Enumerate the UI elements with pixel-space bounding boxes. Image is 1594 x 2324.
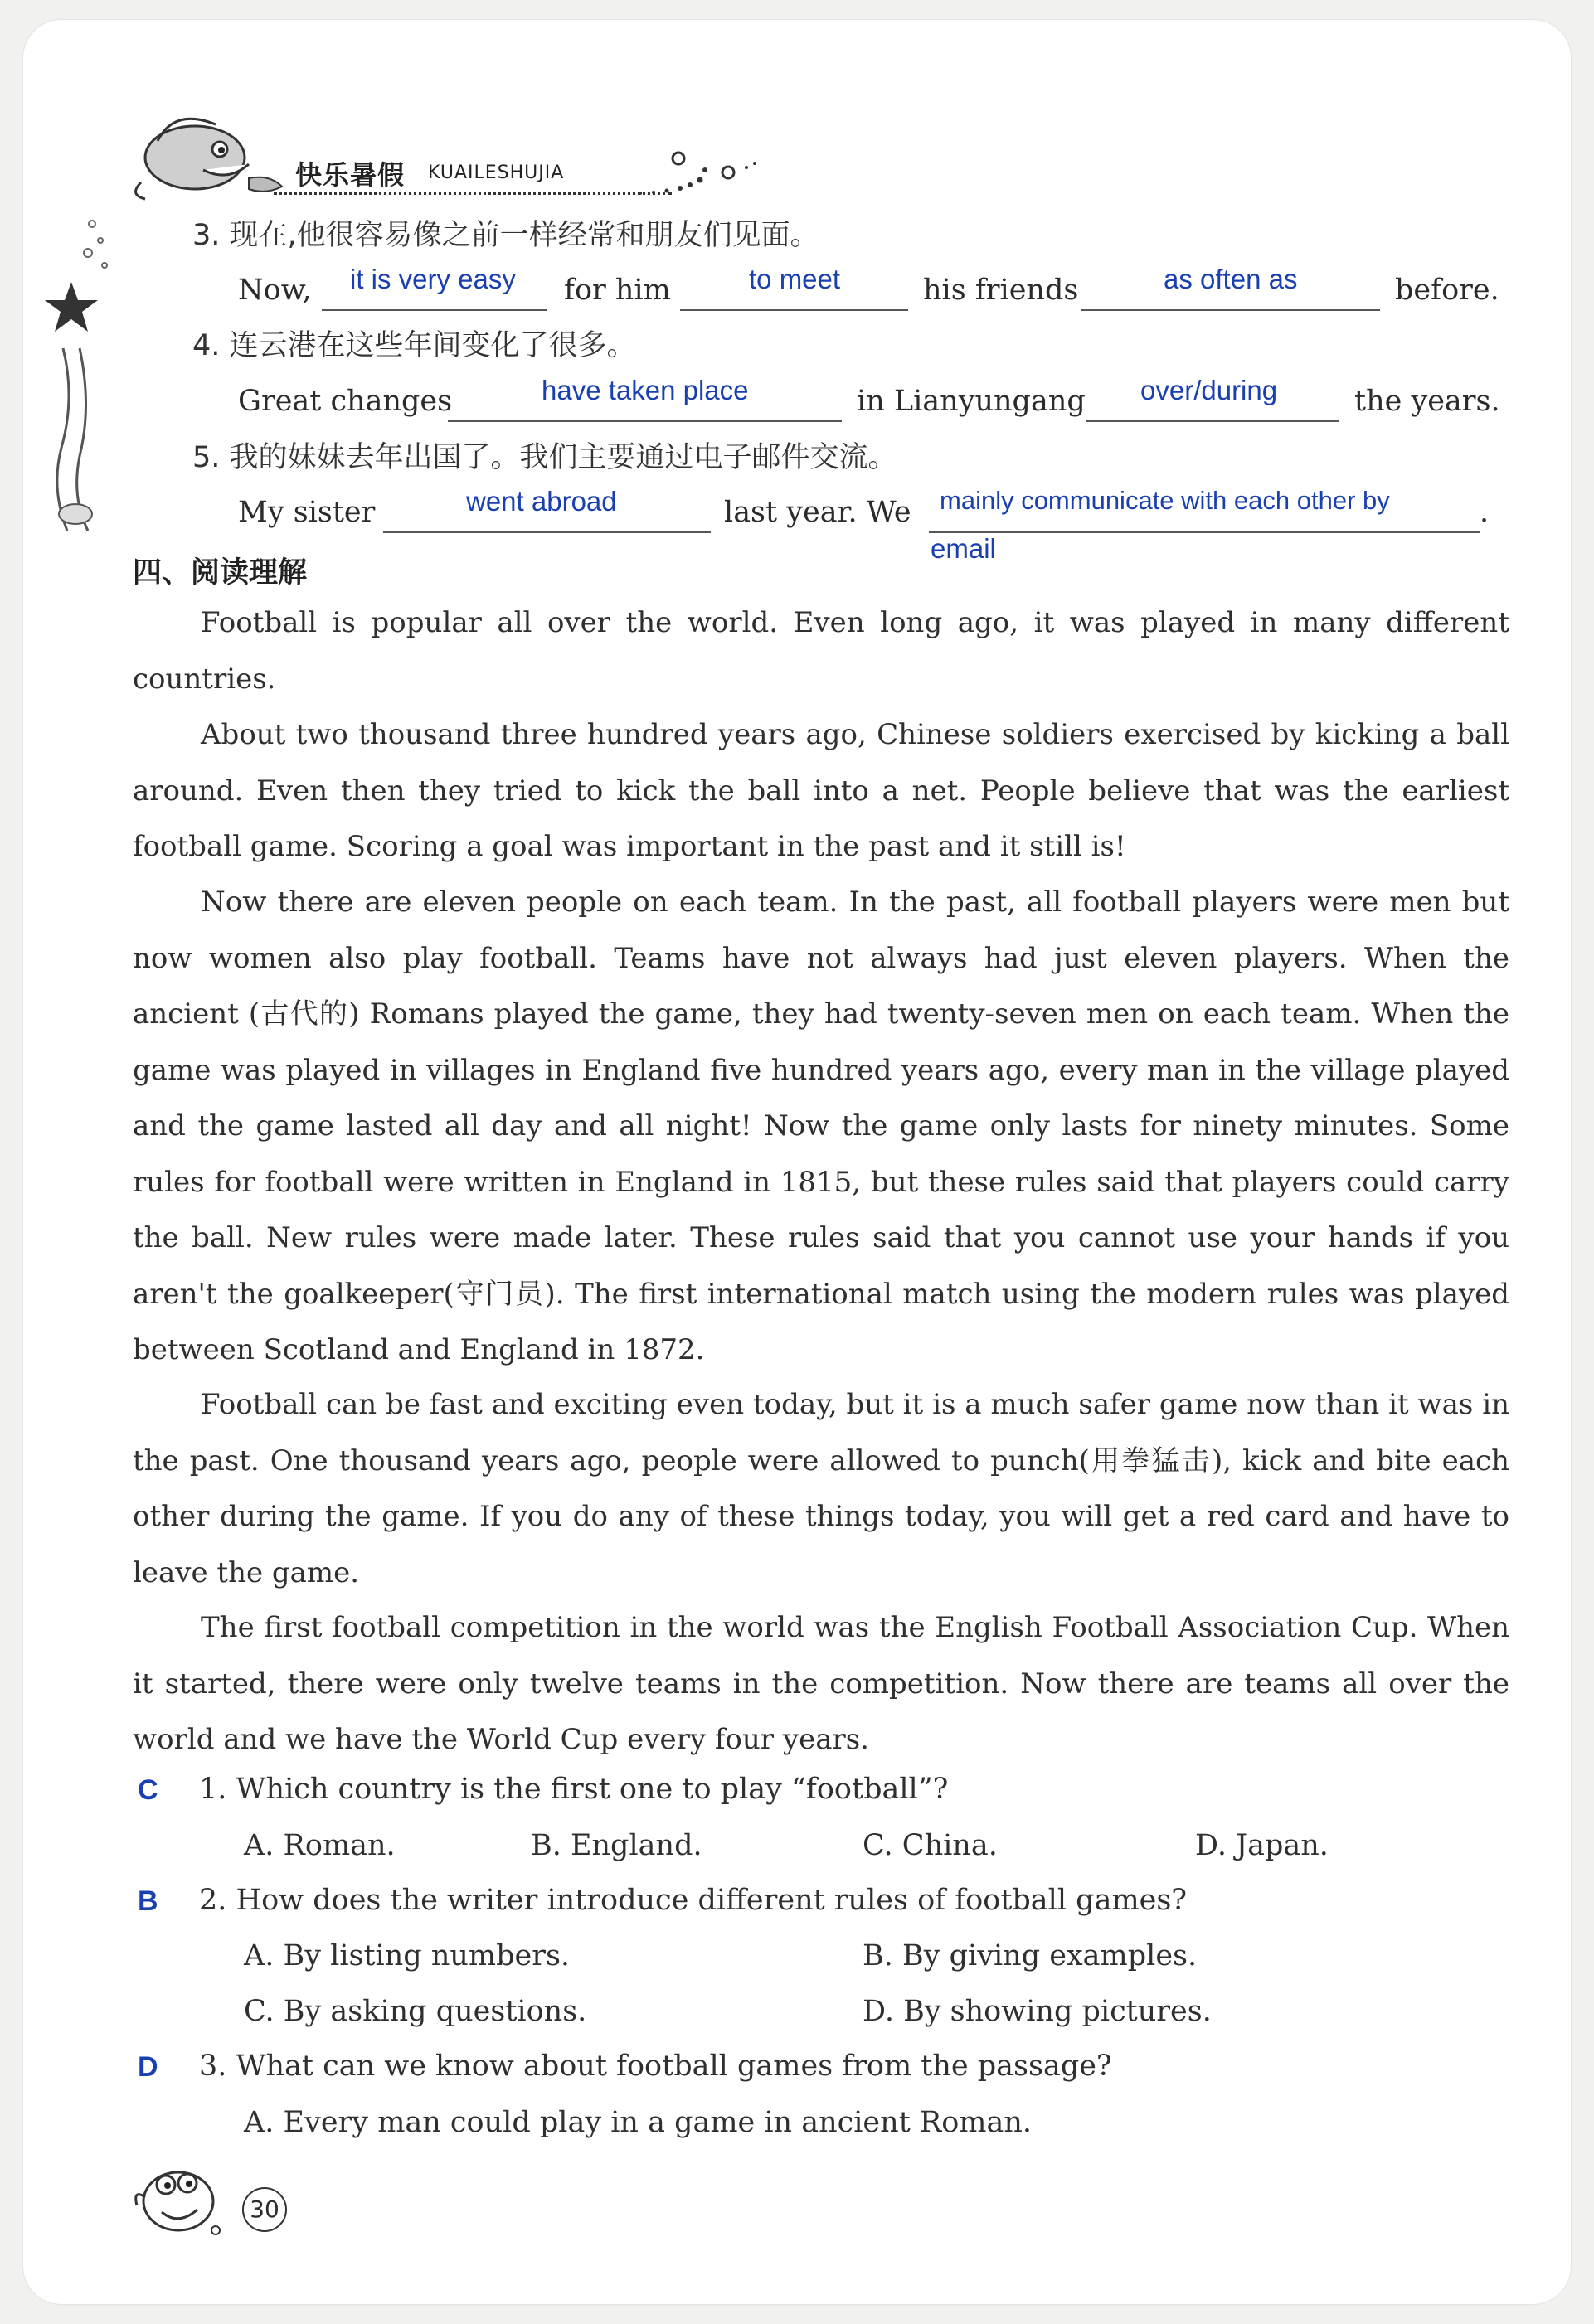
chinese-sentence: 连云港在这些年间变化了很多。: [229, 329, 636, 362]
answer-text: mainly communicate with each other by: [940, 486, 1390, 515]
question-number: 3.: [199, 2050, 227, 2083]
passage-paragraph: Football is popular all over the world. Even long ago, it was played in many different countries.: [133, 606, 1509, 696]
option: C. By asking questions.: [244, 1995, 587, 2028]
answer-blank: [448, 420, 842, 422]
answer-blank: [383, 531, 711, 533]
en-part: his friends: [923, 274, 1079, 307]
answer-blank: [1086, 420, 1339, 422]
question-number: 2.: [199, 1884, 227, 1917]
dolphin-mascot-icon: [124, 108, 290, 203]
option: A. Roman.: [244, 1829, 396, 1862]
en-part: for him: [564, 274, 671, 307]
option: B. By giving examples.: [863, 1939, 1198, 1972]
header-divider: [274, 192, 672, 195]
page-number: 30: [242, 2187, 287, 2232]
option: A. Every man could play in a game in ancient Roman.: [244, 2106, 1033, 2139]
en-part: the years.: [1354, 385, 1500, 418]
answer-text: to meet: [749, 264, 841, 294]
answer-text: over/during: [1140, 375, 1278, 405]
en-part: Great changes: [238, 385, 453, 418]
en-part: Now,: [238, 274, 312, 307]
item-number: 5.: [192, 441, 221, 474]
answer-text: email: [931, 533, 996, 564]
question-text: How does the writer introduce different rules of football games?: [236, 1884, 1188, 1917]
header-title: 快乐暑假: [295, 159, 406, 191]
chinese-sentence: 现在,他很容易像之前一样经常和朋友们见面。: [229, 219, 819, 252]
option: B. England.: [531, 1829, 702, 1862]
passage-paragraph: About two thousand three hundred years ago, Chinese soldiers exercised by kicking a ball around. Even then they tried to kick the ball into a net. People believe that was the earliest football game. Scoring a goal was important in the past and it still is!: [133, 718, 1509, 863]
answer-blank: [680, 309, 908, 311]
answer-blank: [322, 309, 547, 311]
question-text: Which country is the first one to play “football”?: [236, 1773, 949, 1806]
answer-text: went abroad: [466, 486, 617, 517]
header-subtitle: KUAILESHUJIA: [428, 163, 565, 183]
passage-paragraph: Football can be fast and exciting even today, but it is a much safer game now than it was in the past. One thousand years ago, people were allowed to punch(用拳猛击), kick and bite each other during the game. If you do any of these things today, you will get a red card and have to leave the game.: [133, 1388, 1509, 1589]
passage-paragraph: The first football competition in the world was the English Football Association Cup. When it started, there were only twelve teams in the competition. Now there are teams all over the world and we have the World Cup every four years.: [133, 1611, 1509, 1756]
en-part: last year. We: [724, 496, 911, 529]
starfish-icon: [30, 207, 121, 539]
answer-text: as often as: [1164, 264, 1298, 294]
en-part: before.: [1395, 274, 1499, 307]
option: D. By showing pictures.: [863, 1995, 1212, 2028]
answer-letter: B: [138, 1885, 158, 1917]
chinese-sentence: 我的妹妹去年出国了。我们主要通过电子邮件交流。: [229, 441, 897, 474]
answer-letter: C: [138, 1774, 158, 1806]
answer-blank: [1081, 309, 1380, 311]
answer-blank: [929, 531, 1480, 533]
answer-text: it is very easy: [350, 264, 516, 294]
question-text: What can we know about football games from the passage?: [236, 2050, 1112, 2083]
en-part: in Lianyungang: [857, 385, 1086, 418]
option: A. By listing numbers.: [244, 1939, 571, 1972]
decorative-dots-icon: [630, 145, 796, 195]
fish-mascot-icon: [133, 2156, 232, 2247]
option: C. China.: [863, 1829, 998, 1862]
passage-paragraph: Now there are eleven people on each team. In the past, all football players were men but now women also play football. Teams have not always had just eleven players. When the ancient (古代的) Romans played the game, they had twenty-seven men on each team. When the game was played in villages in England five hundred years ago, every man in the village played and the game lasted all day and all night! Now the game only lasts for ninety minutes. Some rules for football were written in England in 1815, but these rules said that players could carry the ball. New rules were made later. These rules said that you cannot use your hands if you aren't the goalkeeper(守门员). The first international match using the modern rules was played between Scotland and England in 1872.: [133, 885, 1509, 1366]
option: D. Japan.: [1195, 1829, 1329, 1862]
item-number: 3.: [192, 219, 221, 252]
question-number: 1.: [199, 1773, 227, 1806]
en-part: .: [1480, 496, 1490, 529]
answer-text: have taken place: [542, 375, 749, 405]
section-title: 四、阅读理解: [133, 556, 308, 589]
en-part: My sister: [238, 496, 376, 529]
item-number: 4.: [192, 329, 221, 362]
answer-letter: D: [138, 2051, 158, 2083]
